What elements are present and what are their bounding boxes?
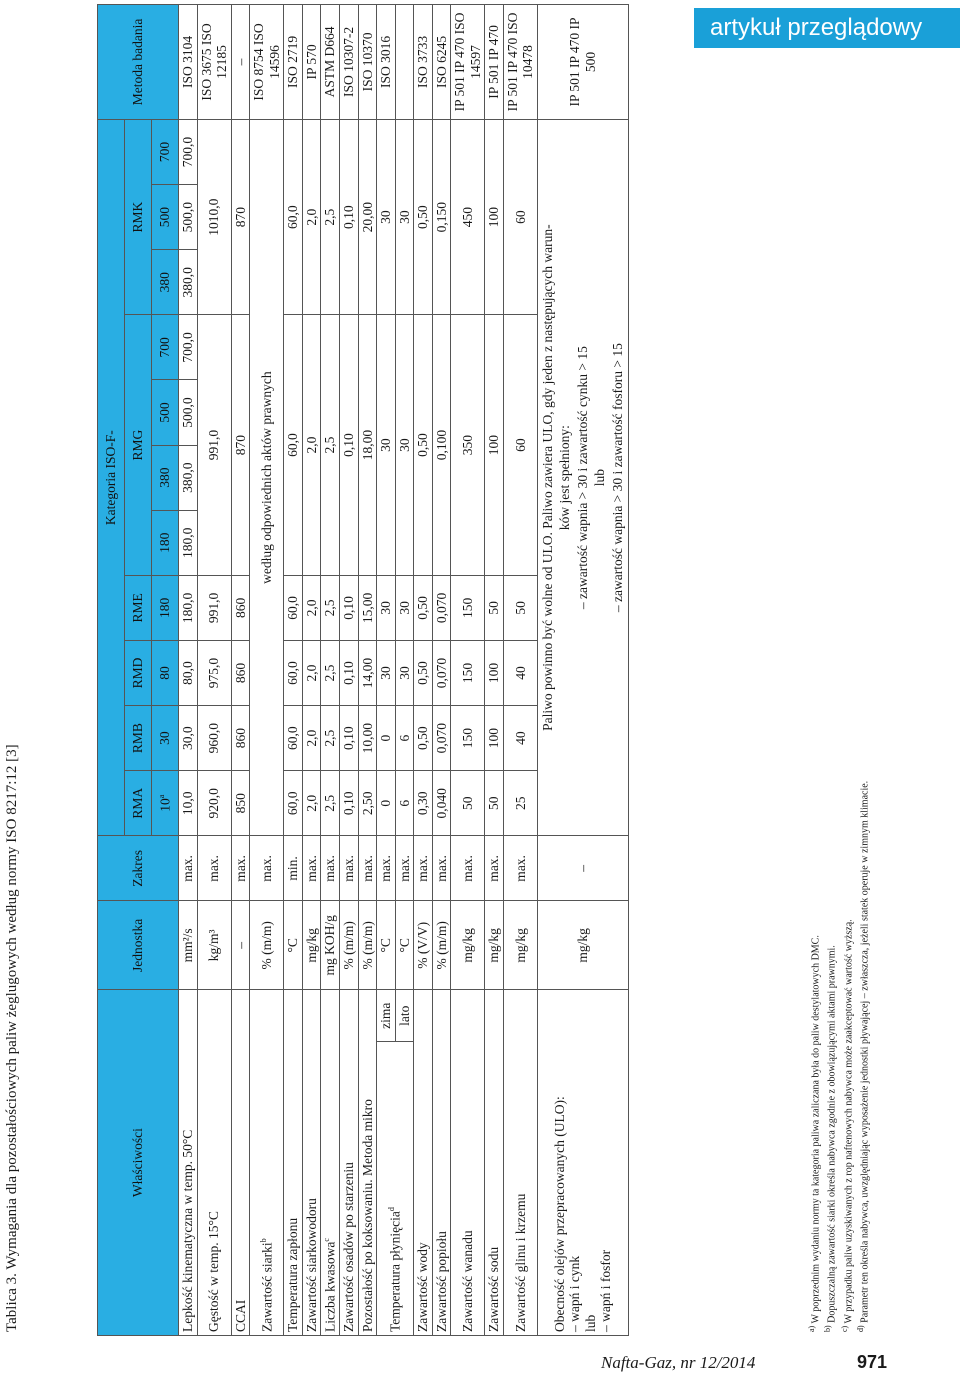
value-rmk: 60,0 bbox=[284, 119, 303, 314]
table-header bbox=[98, 5, 179, 1336]
value-rmk: 0,150 bbox=[432, 119, 451, 314]
value-cell: 975,0 bbox=[197, 640, 231, 705]
header-zakres: Zakres bbox=[98, 836, 179, 901]
ulo-text bbox=[537, 119, 628, 835]
value-cell: 6 bbox=[395, 706, 414, 771]
table-row bbox=[340, 5, 359, 1336]
value-cell: 40 bbox=[503, 640, 537, 705]
value-cell: 100 bbox=[485, 640, 504, 705]
value-cell: 860 bbox=[231, 706, 250, 771]
ulo-text-line: ków jest spełniony: bbox=[557, 425, 573, 531]
ulo-name-line: – wapń i cynk bbox=[567, 1255, 583, 1332]
table-row bbox=[485, 5, 504, 1336]
unit-cell: mg/kg bbox=[302, 901, 321, 990]
footnote-text: W poprzednim wydaniu normy ta kategoria paliwa zaliczana była do paliw destylatowych DMC. bbox=[810, 935, 822, 1324]
method-cell: ISO 2719 bbox=[284, 5, 303, 120]
value-cell: 50 bbox=[451, 771, 485, 836]
value-cell: 150 bbox=[451, 640, 485, 705]
footnote-text: Dopuszczalną zawartość siarki określa nabywca zgodnie z obowiązującymi aktami prawnymi. bbox=[826, 945, 838, 1323]
header-kategoria: Kategoria ISO-F- bbox=[98, 119, 125, 835]
unit-cell: % (m/m) bbox=[432, 901, 451, 990]
value-cell: 25 bbox=[503, 771, 537, 836]
value-rmg: 0,50 bbox=[414, 315, 433, 576]
value-rmk: 60 bbox=[503, 119, 537, 314]
header-grade: 700 bbox=[152, 315, 179, 380]
range-cell: max. bbox=[250, 836, 284, 901]
property-name bbox=[537, 990, 628, 1336]
property-name: Zawartość siarkowodoru bbox=[302, 990, 321, 1336]
value-cell: 0,040 bbox=[432, 771, 451, 836]
footnotes bbox=[806, 781, 871, 1332]
header-grade: 30 bbox=[152, 706, 179, 771]
range-cell: max. bbox=[414, 836, 433, 901]
value-cell: 50 bbox=[485, 575, 504, 640]
property-name: Zawartość siarki$^b$ bbox=[250, 990, 284, 1336]
method-cell: ISO 3733 bbox=[414, 5, 433, 120]
value-rmk: 1010,0 bbox=[197, 119, 231, 314]
range-cell: max. bbox=[231, 836, 250, 901]
header-category: RMD bbox=[125, 640, 152, 705]
table-caption: Tablica 3. Wymagania dla pozostałościowych paliw żeglugowych według normy ISO 8217:12 [3] bbox=[4, 744, 20, 1332]
table-row bbox=[414, 5, 433, 1336]
table-row bbox=[432, 5, 451, 1336]
header-grade: 700 bbox=[152, 119, 179, 184]
value-rmk: 450 bbox=[451, 119, 485, 314]
value-cell: 920,0 bbox=[197, 771, 231, 836]
value-rmg: 350 bbox=[451, 315, 485, 576]
value-cell: 60,0 bbox=[284, 771, 303, 836]
header-grade: 500 bbox=[152, 380, 179, 445]
value-cell: 0,50 bbox=[414, 640, 433, 705]
value-cell: 60,0 bbox=[284, 575, 303, 640]
value-rmk: 870 bbox=[231, 119, 250, 314]
page-number: 971 bbox=[857, 1352, 888, 1372]
range-cell: max. bbox=[503, 836, 537, 901]
value-cell: 30 bbox=[377, 575, 396, 640]
value-cell: 2,5 bbox=[321, 771, 340, 836]
footnote-mark: c) bbox=[839, 1325, 849, 1332]
header-grade: 10$^a$ bbox=[152, 771, 179, 836]
method-cell: ISO 3675 ISO 12185 bbox=[197, 5, 231, 120]
property-name: Pozostałość po koksowaniu. Metoda mikro bbox=[358, 990, 377, 1336]
method-cell bbox=[395, 5, 414, 120]
value-cell: 180,0 bbox=[179, 575, 198, 640]
value-cell: 2,5 bbox=[321, 640, 340, 705]
value-cell: 150 bbox=[451, 706, 485, 771]
value-cell: 50 bbox=[503, 575, 537, 640]
unit-cell: °C bbox=[395, 901, 414, 990]
method-cell: IP 501 IP 470 ISO 10478 bbox=[503, 5, 537, 120]
ulo-text-line: – zawartość wapnia > 30 i zawartość cynku > 15 bbox=[574, 346, 590, 610]
value-rmg: 870 bbox=[231, 315, 250, 576]
value-cell: 0,070 bbox=[432, 575, 451, 640]
method-cell: ISO 3016 bbox=[377, 5, 396, 120]
value-rmg: 18,00 bbox=[358, 315, 377, 576]
footnote-mark: c bbox=[322, 1238, 332, 1242]
property-name: Zawartość popiołu bbox=[432, 990, 451, 1336]
grade-note-mark: a bbox=[156, 794, 166, 799]
header-wlasciwosci: Właściwości bbox=[98, 990, 179, 1336]
range-cell: max. bbox=[321, 836, 340, 901]
ulo-name-line: – wapń i fosfor bbox=[598, 1249, 614, 1332]
table-row-ulo bbox=[537, 5, 628, 1336]
table-row bbox=[451, 5, 485, 1336]
value-cell: 380,0 bbox=[179, 250, 198, 315]
header-category: RMB bbox=[125, 706, 152, 771]
value-cell: 40 bbox=[503, 706, 537, 771]
value-cell: 60,0 bbox=[284, 706, 303, 771]
section-banner: artykuł przeglądowy bbox=[694, 8, 960, 48]
value-cell: 2,0 bbox=[302, 575, 321, 640]
property-name: Lepkość kinematyczna w temp. 50°C bbox=[179, 990, 198, 1336]
value-cell: 500,0 bbox=[179, 380, 198, 445]
requirements-table bbox=[97, 4, 629, 1336]
table-row bbox=[231, 5, 250, 1336]
range-cell: max. bbox=[451, 836, 485, 901]
method-cell: ISO 10307-2 bbox=[340, 5, 359, 120]
header-grade: 180 bbox=[152, 575, 179, 640]
property-name: Gęstość w temp. 15°C bbox=[197, 990, 231, 1336]
ulo-text-line: lub bbox=[592, 469, 608, 487]
value-cell: 700,0 bbox=[179, 119, 198, 184]
value-cell: 10,00 bbox=[358, 706, 377, 771]
method-cell: IP 570 bbox=[302, 5, 321, 120]
range-cell: min. bbox=[284, 836, 303, 901]
header-grade: 380 bbox=[152, 445, 179, 510]
value-rmg: 0,100 bbox=[432, 315, 451, 576]
header-jednostka: Jednostka bbox=[98, 901, 179, 990]
value-cell: 30 bbox=[395, 575, 414, 640]
unit-cell: mg/kg bbox=[451, 901, 485, 990]
range-cell: max. bbox=[302, 836, 321, 901]
header-grade: 380 bbox=[152, 250, 179, 315]
range-cell: max. bbox=[197, 836, 231, 901]
unit-cell: % (m/m) bbox=[358, 901, 377, 990]
range-cell: – bbox=[537, 836, 628, 901]
range-cell: max. bbox=[485, 836, 504, 901]
table-row bbox=[321, 5, 340, 1336]
value-cell: 6 bbox=[395, 771, 414, 836]
range-cell: max. bbox=[395, 836, 414, 901]
footnote bbox=[822, 781, 838, 1332]
value-cell: 2,0 bbox=[302, 706, 321, 771]
footnote-mark: a) bbox=[807, 1325, 816, 1332]
footnote-text: W przypadku paliw uzyskiwanych z rop naftenowych nabywca może zaakceptować wartość wyższą. bbox=[842, 919, 854, 1324]
table-row bbox=[179, 5, 198, 1336]
value-cell: 991,0 bbox=[197, 575, 231, 640]
value-rmg: 0,10 bbox=[340, 315, 359, 576]
value-cell: 15,00 bbox=[358, 575, 377, 640]
value-cell: 0,10 bbox=[340, 575, 359, 640]
value-cell: 150 bbox=[451, 575, 485, 640]
ulo-text-line: – zawartość wapnia > 30 i zawartość fosforu > 15 bbox=[610, 343, 625, 613]
value-cell: 860 bbox=[231, 575, 250, 640]
value-cell: 100 bbox=[485, 706, 504, 771]
table-row bbox=[302, 5, 321, 1336]
value-span-text: według odpowiednich aktów prawnych bbox=[250, 119, 284, 835]
value-rmg: 30 bbox=[395, 315, 414, 576]
header-grade: 500 bbox=[152, 185, 179, 250]
table-row bbox=[377, 5, 396, 1336]
unit-cell: % (m/m) bbox=[340, 901, 359, 990]
footnote bbox=[806, 781, 822, 1332]
value-cell: 2,5 bbox=[321, 575, 340, 640]
property-name: Temperatura zapłonu bbox=[284, 990, 303, 1336]
footnote-mark: b) bbox=[823, 1325, 833, 1332]
value-rmk: 100 bbox=[485, 119, 504, 314]
unit-cell: mg/kg bbox=[537, 901, 628, 990]
value-cell: 2,5 bbox=[321, 706, 340, 771]
value-cell: 0,10 bbox=[340, 706, 359, 771]
value-rmk: 30 bbox=[395, 119, 414, 314]
unit-cell: kg/m³ bbox=[197, 901, 231, 990]
table-row bbox=[503, 5, 537, 1336]
footnote-text: Parametr ten określa nabywca, uwzględniając wyposażenie jednostki pływającej – zwłaszcza, jeżeli statek operuje w zimnym klimacie. bbox=[859, 780, 871, 1323]
method-cell: ISO 6245 bbox=[432, 5, 451, 120]
header-grade: 180 bbox=[152, 510, 179, 575]
header-metoda: Metoda badania bbox=[98, 5, 179, 120]
range-cell: max. bbox=[377, 836, 396, 901]
value-rmg: 2,0 bbox=[302, 315, 321, 576]
value-cell: 0,50 bbox=[414, 706, 433, 771]
property-name: Liczba kwasowa$^c$ bbox=[321, 990, 340, 1336]
value-cell: 380,0 bbox=[179, 445, 198, 510]
property-name: CCAI bbox=[231, 990, 250, 1336]
unit-cell: °C bbox=[284, 901, 303, 990]
value-cell: 0,070 bbox=[432, 640, 451, 705]
method-cell: ISO 10370 bbox=[358, 5, 377, 120]
method-cell: IP 501 IP 470 ISO 14597 bbox=[451, 5, 485, 120]
footnote-mark: d) bbox=[855, 1325, 865, 1332]
value-rmk: 2,5 bbox=[321, 119, 340, 314]
season-label: lato bbox=[395, 990, 414, 1042]
property-name: Zawartość glinu i krzemu bbox=[503, 990, 537, 1336]
value-cell: 2,0 bbox=[302, 640, 321, 705]
footnote bbox=[855, 781, 871, 1332]
method-cell: ISO 3104 bbox=[179, 5, 198, 120]
value-cell: 80,0 bbox=[179, 640, 198, 705]
footnote-mark: d bbox=[387, 1207, 397, 1212]
value-cell: 960,0 bbox=[197, 706, 231, 771]
range-cell: max. bbox=[358, 836, 377, 901]
value-cell: 30 bbox=[377, 640, 396, 705]
value-cell: 0 bbox=[377, 771, 396, 836]
value-rmk: 0,50 bbox=[414, 119, 433, 314]
table-row bbox=[197, 5, 231, 1336]
unit-cell: % (m/m) bbox=[250, 901, 284, 990]
value-rmk: 0,10 bbox=[340, 119, 359, 314]
unit-cell: mm²/s bbox=[179, 901, 198, 990]
property-name: Zawartość osadów po starzeniu bbox=[340, 990, 359, 1336]
value-cell: 2,0 bbox=[302, 771, 321, 836]
table-row bbox=[358, 5, 377, 1336]
value-cell: 10,0 bbox=[179, 771, 198, 836]
method-cell: ASTM D664 bbox=[321, 5, 340, 120]
value-cell: 0,10 bbox=[340, 771, 359, 836]
value-cell: 180,0 bbox=[179, 510, 198, 575]
value-rmg: 991,0 bbox=[197, 315, 231, 576]
value-cell: 2,50 bbox=[358, 771, 377, 836]
method-cell: IP 501 IP 470 IP 500 bbox=[537, 5, 628, 120]
unit-cell: mg/kg bbox=[503, 901, 537, 990]
unit-cell: % (V/V) bbox=[414, 901, 433, 990]
method-cell: ISO 8754 ISO 14596 bbox=[250, 5, 284, 120]
value-cell: 0,50 bbox=[414, 575, 433, 640]
property-name: Temperatura płynięcia$^d$ bbox=[377, 1042, 414, 1336]
property-name: Zawartość sodu bbox=[485, 990, 504, 1336]
header-grade: 80 bbox=[152, 640, 179, 705]
footnote-mark: b bbox=[258, 1238, 268, 1243]
unit-cell: mg KOH/g bbox=[321, 901, 340, 990]
property-name: Zawartość wanadu bbox=[451, 990, 485, 1336]
range-cell: max. bbox=[179, 836, 198, 901]
value-rmk: 30 bbox=[377, 119, 396, 314]
value-cell: 0,10 bbox=[340, 640, 359, 705]
unit-cell: mg/kg bbox=[485, 901, 504, 990]
value-cell: 0,30 bbox=[414, 771, 433, 836]
property-name: Zawartość wody bbox=[414, 990, 433, 1336]
value-cell: 30 bbox=[395, 640, 414, 705]
header-category: RMK bbox=[125, 119, 152, 314]
season-label: zima bbox=[377, 990, 396, 1042]
header-category: RMA bbox=[125, 771, 152, 836]
range-cell: max. bbox=[432, 836, 451, 901]
table-body bbox=[179, 5, 629, 1336]
method-cell: – bbox=[231, 5, 250, 120]
unit-cell: – bbox=[231, 901, 250, 990]
value-rmg: 60,0 bbox=[284, 315, 303, 576]
value-rmg: 2,5 bbox=[321, 315, 340, 576]
value-rmg: 60 bbox=[503, 315, 537, 576]
table-row bbox=[284, 5, 303, 1336]
table-row bbox=[250, 5, 284, 1336]
journal-footer: Nafta-Gaz, nr 12/2014 bbox=[601, 1353, 756, 1372]
range-cell: max. bbox=[340, 836, 359, 901]
value-rmk: 20,00 bbox=[358, 119, 377, 314]
value-cell: 500,0 bbox=[179, 185, 198, 250]
value-cell: 0 bbox=[377, 706, 396, 771]
value-cell: 850 bbox=[231, 771, 250, 836]
header-category: RME bbox=[125, 575, 152, 640]
header-category: RMG bbox=[125, 315, 152, 576]
ulo-name-line: lub bbox=[582, 1314, 598, 1332]
ulo-text-line: Paliwo powinno być wolne od ULO. Paliwo zawiera ULO, gdy jeden z następujących warun- bbox=[539, 224, 555, 731]
value-rmk: 2,0 bbox=[302, 119, 321, 314]
value-cell: 50 bbox=[485, 771, 504, 836]
method-cell: IP 501 IP 470 bbox=[485, 5, 504, 120]
value-cell: 860 bbox=[231, 640, 250, 705]
ulo-name-line: Obecność olejów przepracowanych (ULO): bbox=[551, 1096, 567, 1332]
value-cell: 60,0 bbox=[284, 640, 303, 705]
value-rmg: 30 bbox=[377, 315, 396, 576]
value-cell: 700,0 bbox=[179, 315, 198, 380]
unit-cell: °C bbox=[377, 901, 396, 990]
value-cell: 14,00 bbox=[358, 640, 377, 705]
value-cell: 30,0 bbox=[179, 706, 198, 771]
value-cell: 0,070 bbox=[432, 706, 451, 771]
footnote bbox=[839, 781, 855, 1332]
value-rmg: 100 bbox=[485, 315, 504, 576]
